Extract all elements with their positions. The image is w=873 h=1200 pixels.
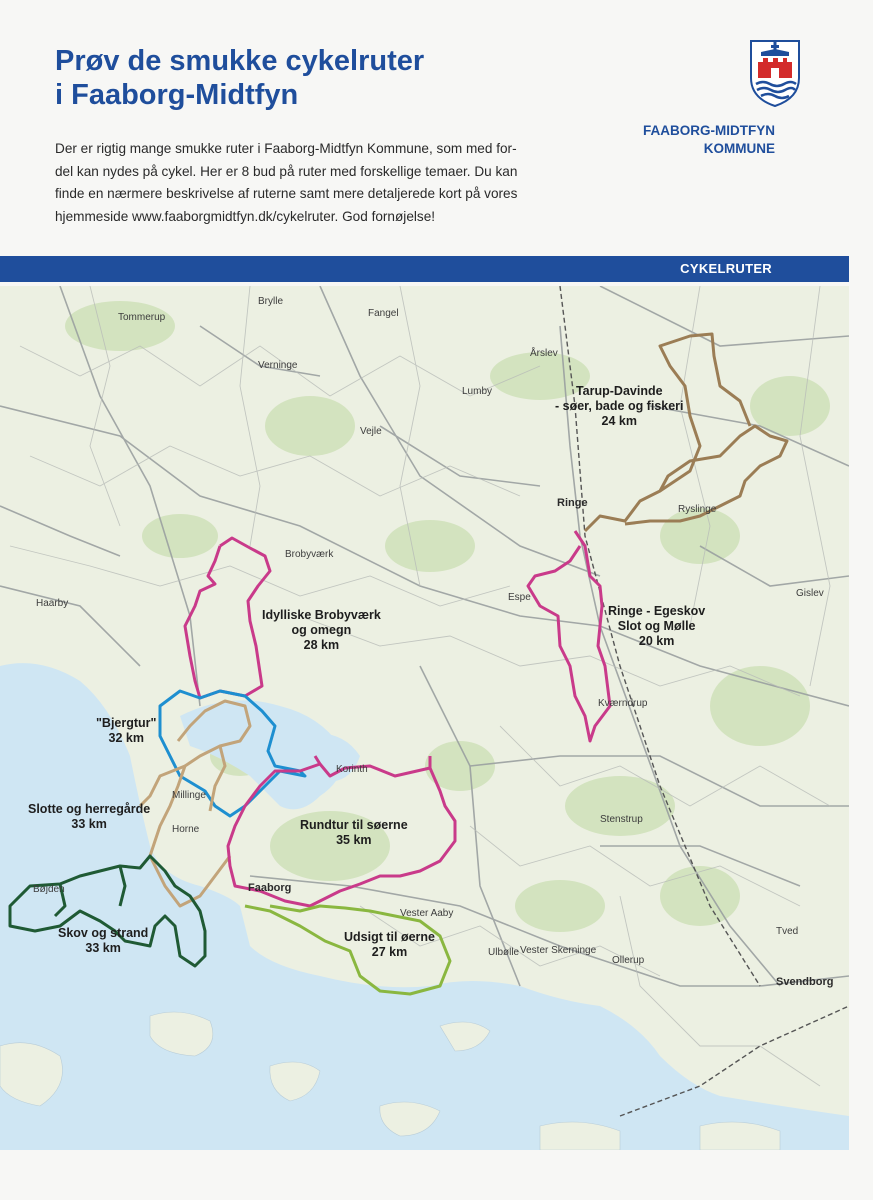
page-title <box>55 44 424 112</box>
route-subtitle: - søer, bade og fiskeri <box>555 399 684 413</box>
route-distance: 33 km <box>85 941 121 955</box>
municipality-wordmark <box>643 122 775 158</box>
route-label-bjergtur <box>96 716 156 746</box>
route-distance: 24 km <box>601 414 637 428</box>
intro-paragraph <box>55 138 535 228</box>
town-label: Espe <box>508 592 531 603</box>
town-label: Horne <box>172 824 200 835</box>
route-subtitle: Slot og Mølle <box>617 619 696 633</box>
route-name: "Bjergtur" <box>96 716 157 730</box>
route-name: Udsigt til øerne <box>344 930 435 944</box>
town-label: Verninge <box>258 360 298 371</box>
town-label: Ulbølle <box>488 947 520 958</box>
title-line-1: Prøv de smukke cykelruter <box>55 45 425 77</box>
route-name: Slotte og herregårde <box>28 802 151 816</box>
brand-line-2: KOMMUNE <box>703 141 775 156</box>
page-margin <box>0 1150 873 1200</box>
town-label: Brylle <box>258 296 284 307</box>
town-label: Årslev <box>530 348 558 359</box>
town-label: Tved <box>776 926 799 937</box>
brand-line-1: FAABORG-MIDTFYN <box>643 123 775 138</box>
route-name: Rundtur til søerne <box>300 818 408 832</box>
section-band <box>0 256 849 282</box>
route-label-skov <box>58 926 148 956</box>
intro-line: finde en nærmere beskrivelse af ruterne samt mere detaljerede kort på vores <box>55 186 518 201</box>
route-name: Ringe - Egeskov <box>608 604 706 618</box>
town-label: Vester Aaby <box>400 908 454 919</box>
route-label-rundtur <box>300 818 408 848</box>
town-label: Kværndrup <box>598 698 648 709</box>
route-label-tarup-davinde <box>555 384 684 429</box>
town-label: Lumby <box>462 386 493 397</box>
section-label: CYKELRUTER <box>680 261 772 276</box>
town-label: Bøjden <box>33 884 65 895</box>
route-distance: 28 km <box>303 638 340 652</box>
route-distance: 20 km <box>638 634 675 648</box>
route-label-brobyvaerk <box>262 608 381 653</box>
town-label: Tommerup <box>118 312 166 323</box>
intro-line: del kan nydes på cykel. Her er 8 bud på ruter med forskellige temaer. Du kan <box>55 163 518 179</box>
town-label: Stenstrup <box>600 814 643 825</box>
town-label: Vester Skerninge <box>520 945 597 956</box>
town-label: Vejle <box>360 426 382 437</box>
route-name: Skov og strand <box>58 926 149 940</box>
town-label: Fangel <box>368 308 399 319</box>
route-distance: 27 km <box>371 945 408 959</box>
route-name: Idylliske Brobyværk <box>262 608 381 622</box>
route-distance: 35 km <box>336 833 372 847</box>
town-label: Gislev <box>796 588 824 599</box>
route-label-slotte <box>28 802 150 832</box>
route-label-udsigt <box>344 930 435 960</box>
intro-line: hjemmeside www.faaborgmidtfyn.dk/cykelruter. God fornøjelse! <box>55 208 436 224</box>
route-label-ringe-egeskov <box>608 604 705 649</box>
town-label: Haarby <box>36 598 69 609</box>
town-label: Ollerup <box>612 955 645 966</box>
title-line-2: i Faaborg-Midtfyn <box>55 79 299 111</box>
route-distance: 33 km <box>71 817 107 831</box>
town-label: Ringe <box>557 497 588 509</box>
route-name: Tarup-Davinde <box>575 384 663 398</box>
town-label: Millinge <box>172 790 206 801</box>
town-label: Ryslinge <box>678 504 717 515</box>
town-label: Brobyværk <box>285 549 334 560</box>
municipal-coat-of-arms-icon <box>748 38 802 108</box>
route-distance: 32 km <box>108 731 144 745</box>
town-label: Svendborg <box>776 976 834 988</box>
cycle-route-map <box>0 286 849 1150</box>
route-subtitle: og omegn <box>291 623 352 637</box>
town-label: Faaborg <box>248 882 292 894</box>
town-label: Korinth <box>336 764 368 775</box>
intro-line: Der er rigtig mange smukke ruter i Faaborg-Midtfyn Kommune, som med for- <box>55 141 517 156</box>
